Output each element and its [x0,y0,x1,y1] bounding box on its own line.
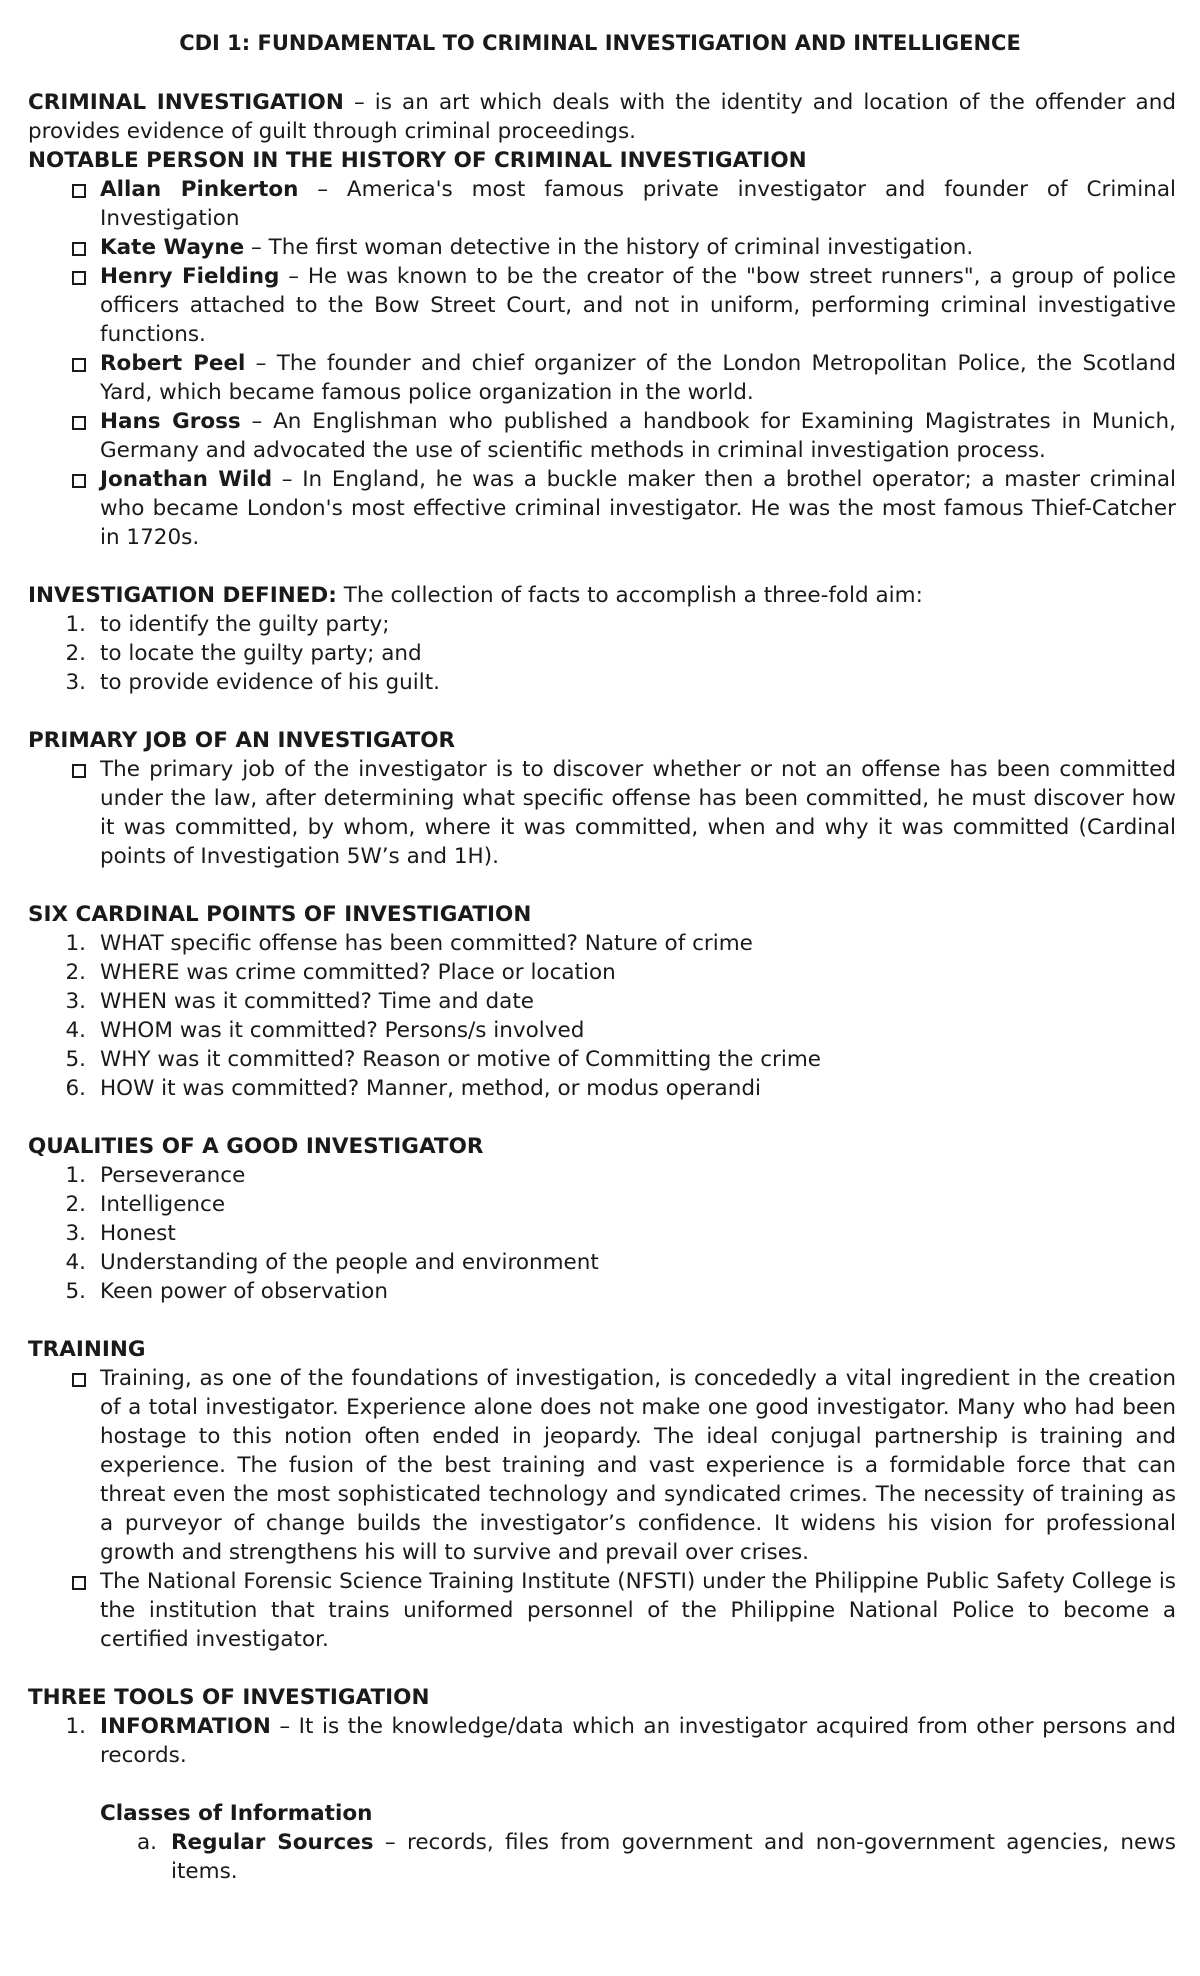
section-heading: THREE TOOLS OF INVESTIGATION [28,1685,430,1710]
list-number: 4. [65,1250,86,1275]
checkbox-bullet-icon [28,175,100,233]
list-text: WHOM was it committed? Persons/s involved [100,1018,585,1043]
list-text: WHY was it committed? Reason or motive of Committing the crime [100,1047,821,1072]
list-item [28,1190,1176,1219]
section-heading: NOTABLE PERSON IN THE HISTORY OF CRIMINAL INVESTIGATION [28,148,807,173]
checkbox-bullet-icon [28,755,100,871]
list-text: to locate the guilty party; and [100,641,422,666]
person-name: Robert Peel [100,351,246,376]
person-name: Hans Gross [100,409,241,434]
person-description: – In England, he was a buckle maker then a brothel operator; a master criminal who became London's most effective criminal investigator. He was the most famous Thief-Catcher in 1720s. [100,467,1176,550]
list-item [28,1567,1176,1654]
list-text: The National Forensic Science Training Institute (NFSTI) under the Philippine Public Safety College is the institution that trains uniformed personnel of the Philippine National Police to become a certified investigator. [100,1569,1176,1652]
list-number: 2. [65,641,86,666]
person-name: Kate Wayne [100,235,245,260]
list-item [28,639,1176,668]
list-text: to identify the guilty party; [100,612,390,637]
class-term: Regular Sources [171,1830,374,1855]
section-cardinal-points [28,900,1176,1103]
list-item [28,929,1176,958]
person-description: – The first woman detective in the history of criminal investigation. [244,235,974,260]
list-number: 1. [65,1714,86,1739]
checkbox-bullet-icon [28,407,100,465]
list-number: 3. [65,1221,86,1246]
checkbox-bullet-icon [28,262,100,349]
list-text: Honest [100,1221,176,1246]
list-item [28,233,1176,262]
list-number: 1. [65,931,86,956]
person-description: – An Englishman who published a handbook for Examining Magistrates in Munich, Germany and advocated the use of scientific methods in criminal investigation process. [100,409,1176,463]
document-title: CDI 1: FUNDAMENTAL TO CRIMINAL INVESTIGATION AND INTELLIGENCE [179,31,1021,55]
list-text: to provide evidence of his guilt. [100,670,440,695]
intro-term: CRIMINAL INVESTIGATION [28,90,344,115]
section-qualities [28,1132,1176,1306]
checkbox-bullet-icon [28,349,100,407]
list-item [28,1712,1176,1770]
list-text: The primary job of the investigator is to discover whether or not an offense has been committed under the law, after determining what specific offense has been committed, he must discover how it was committed, by whom, where it was committed, when and why it was committed (Cardinal points of Investigation 5W’s and 1H). [100,757,1176,869]
list-item [28,349,1176,407]
list-item [28,1248,1176,1277]
list-item [28,407,1176,465]
list-text: WHAT specific offense has been committed? Nature of crime [100,931,753,956]
document-body [28,88,1176,1886]
list-item [28,1016,1176,1045]
checkbox-bullet-icon [28,1567,100,1654]
list-item [28,987,1176,1016]
person-name: Allan Pinkerton [100,177,299,202]
section-training [28,1335,1176,1654]
list-number: 1. [65,1163,86,1188]
section-heading: SIX CARDINAL POINTS OF INVESTIGATION [28,902,532,927]
list-item [28,175,1176,233]
section-investigation-defined [28,581,1176,697]
list-item [28,1074,1176,1103]
list-text: WHEN was it committed? Time and date [100,989,534,1014]
list-number: 1. [65,612,86,637]
person-name: Jonathan Wild [100,467,273,492]
list-number: 5. [65,1279,86,1304]
list-item [28,1045,1176,1074]
person-name: Henry Fielding [100,264,280,289]
list-item [28,1828,1176,1886]
subsection-heading: Classes of Information [100,1801,373,1826]
person-description: – The founder and chief organizer of the London Metropolitan Police, the Scotland Yard, which became famous police organization in the world. [100,351,1176,405]
list-number: 6. [65,1076,86,1101]
section-heading: QUALITIES OF A GOOD INVESTIGATOR [28,1134,484,1159]
intro-definition: – is an art which deals with the identity and location of the offender and provides evidence of guilt through criminal proceedings. [28,90,1177,144]
checkbox-bullet-icon [28,465,100,552]
list-item [28,610,1176,639]
section-tools [28,1683,1176,1886]
section-heading: PRIMARY JOB OF AN INVESTIGATOR [28,728,456,753]
list-text: WHERE was crime committed? Place or location [100,960,616,985]
list-number: 3. [65,670,86,695]
tool-term: INFORMATION [100,1714,271,1739]
list-text: Intelligence [100,1192,226,1217]
list-number: 2. [65,960,86,985]
list-number: 5. [65,1047,86,1072]
list-item [28,1161,1176,1190]
list-number: 4. [65,1018,86,1043]
checkbox-bullet-icon [28,1364,100,1567]
section-notable-persons [28,146,1176,552]
definition-line [28,581,1176,610]
section-primary-job [28,726,1176,871]
list-item [28,1277,1176,1306]
list-item [28,1219,1176,1248]
list-number: 2. [65,1192,86,1217]
list-letter: a. [136,1830,157,1855]
list-item [28,958,1176,987]
list-item [28,465,1176,552]
list-text: Understanding of the people and environment [100,1250,599,1275]
person-description: – He was known to be the creator of the "bow street runners", a group of police officers attached to the Bow Street Court, and not in uniform, performing criminal investigative functions. [100,264,1176,347]
list-text: Keen power of observation [100,1279,388,1304]
definition-text: The collection of facts to accomplish a three-fold aim: [336,583,923,608]
definition-term: INVESTIGATION DEFINED: [28,583,337,608]
list-text: Training, as one of the foundations of investigation, is concededly a vital ingredient in the creation of a total investigator. Experience alone does not make one good investigator. Many who had been hostage to this notion often ended in jeopardy. The ideal conjugal partnership is training and experience. The fusion of the best training and vast experience is a formidable force that can threat even the most sophisticated technology and syndicated crimes. The necessity of training as a purveyor of change builds the investigator’s confidence. It widens his vision for professional growth and strengthens his will to survive and prevail over crises. [100,1366,1176,1565]
person-description: – America's most famous private investigator and founder of Criminal Investigation [100,177,1176,231]
tool-description: – It is the knowledge/data which an investigator acquired from other persons and records. [100,1714,1176,1768]
list-text: Perseverance [100,1163,246,1188]
list-item [28,668,1176,697]
section-heading: TRAINING [28,1337,146,1362]
list-number: 3. [65,989,86,1014]
intro-paragraph [28,88,1176,146]
list-item [28,262,1176,349]
checkbox-bullet-icon [28,233,100,262]
list-item [28,755,1176,871]
class-description: – records, files from government and non-government agencies, news items. [171,1830,1176,1884]
list-item [28,1364,1176,1567]
list-text: HOW it was committed? Manner, method, or modus operandi [100,1076,761,1101]
